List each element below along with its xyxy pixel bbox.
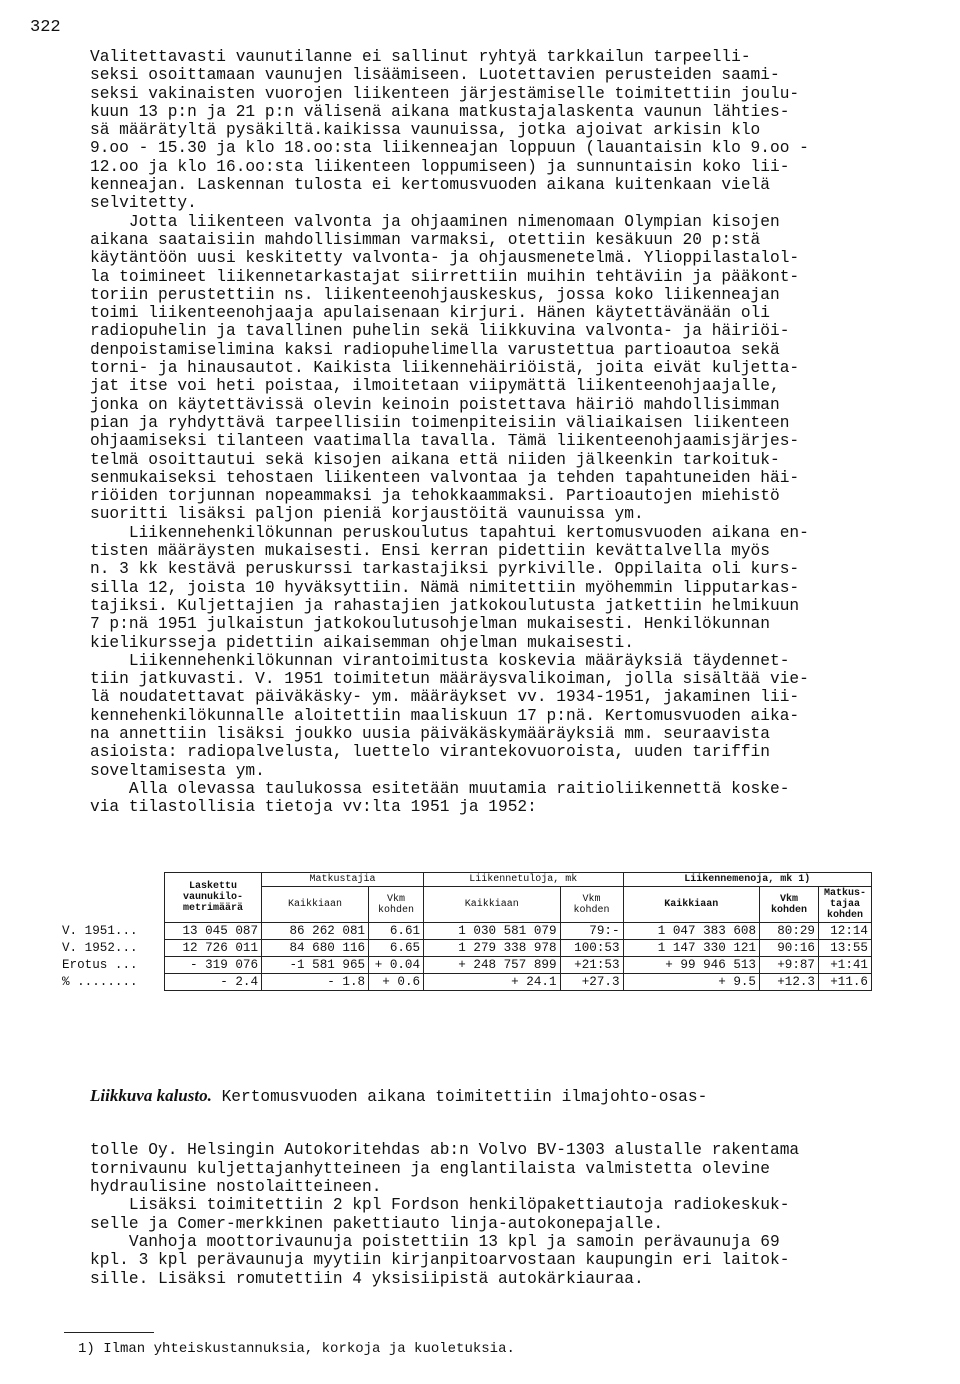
header-liikennetuloja: Liikennetuloja, mk <box>424 873 623 887</box>
text-line: Alla olevassa taulukossa esitetään muutamia raitioliikennettä koske- <box>90 779 790 798</box>
header-liikennemenoja: Liikennemenoja, mk 1) <box>623 873 871 887</box>
cell-matkustajia: -1 581 965 <box>262 957 369 974</box>
statistics-table <box>62 872 872 991</box>
text-line: kpl. 3 kpl perävaunuja myytiin kirjanpitoarvostaan kaupungin eri laitok- <box>90 1251 790 1270</box>
table-row <box>62 923 872 940</box>
cell-menot-matk: 13:55 <box>819 940 872 957</box>
footnote-rule <box>64 1332 154 1333</box>
cell-menot-vkm: +12.3 <box>760 974 819 991</box>
kalusto-caption: Liikkuva kalusto. <box>90 1085 212 1105</box>
subheader-tulot-vkm: Vkm kohden <box>560 887 623 923</box>
text-line: sä määrätyltä pysäkiltä.kaikissa vaunuissa, jotka ajoivat arkisin klo <box>90 121 761 140</box>
cell-tulot: 1 279 338 978 <box>424 940 560 957</box>
cell-tulot-vkm: 79:- <box>560 923 623 940</box>
text-line: 12.oo ja klo 16.oo:sta liikenteen loppumiseen) ja sunnuntaisin koko lii- <box>90 157 790 176</box>
cell-matkustajia: 86 262 081 <box>262 923 369 940</box>
row-label-header <box>62 873 165 923</box>
footnote: 1) Ilman yhteiskustannuksia, korkoja ja kuoletuksia. <box>78 1341 515 1357</box>
text-line: tisten määräysten mukaisesti. Ensi kerran pidettiin kevättalvella myös <box>90 542 770 561</box>
row-label: Erotus ... <box>62 957 165 974</box>
table-group-header-row <box>62 873 872 887</box>
cell-menot-vkm: 90:16 <box>760 940 819 957</box>
cell-matkustajia-vkm: + 0.04 <box>369 957 424 974</box>
text-line: selle ja Comer-merkkinen pakettiauto linja-autokonepajalle. <box>90 1214 664 1233</box>
kalusto-first-line-text: Kertomusvuoden aikana toimitettiin ilmajohto-osas- <box>211 1087 708 1106</box>
subheader-menot-vkm: Vkm kohden <box>760 887 819 923</box>
text-line: torni- ja hinausautot. Kaikista liikennehäiriöistä, joita eivät kuljetta- <box>90 359 800 378</box>
cell-menot-matk: 12:14 <box>819 923 872 940</box>
cell-menot-matk: +11.6 <box>819 974 872 991</box>
text-line: riöiden torjunnan nopeammaksi ja tehokkaammaksi. Partioautojen miehistö <box>90 487 780 506</box>
text-line: silla 12, joista 10 hyväksyttiin. Nämä nimitettiin myöhemmin lipputarkas- <box>90 578 800 597</box>
text-line: Vanhoja moottorivaunuja poistettiin 13 kpl ja samoin perävaunuja 69 <box>90 1232 780 1251</box>
header-matkustajia: Matkustajia <box>262 873 424 887</box>
text-line: na annettiin lisäksi joukko uusia päiväkäskymääräyksiä mm. seuraavista <box>90 724 770 743</box>
text-line: Jotta liikenteen valvonta ja ohjaaminen nimenomaan Olympian kisojen <box>90 212 780 231</box>
cell-matkustajia: 84 680 116 <box>262 940 369 957</box>
text-line: aikana saataisiin mahdollisimman varmaksi, otettiin kesäkuun 20 p:stä <box>90 230 761 249</box>
cell-menot: + 9.5 <box>623 974 759 991</box>
body-paragraphs <box>90 48 890 816</box>
text-line: denpoistamiselimina kaksi radiopuhelimella varustettua partioautoa sekä <box>90 340 780 359</box>
text-line: tiin jatkuvasti. V. 1951 toimitetun määräysvalikoiman, jolla sisältää vie- <box>90 670 809 689</box>
table-row <box>62 974 872 991</box>
cell-vkm: 13 045 087 <box>165 923 262 940</box>
page-number: 322 <box>30 18 61 37</box>
text-line: jonka on käytettävissä olevin keinoin poistettava häiriö mahdollisimman <box>90 395 780 414</box>
text-line: suoritti lisäksi paljon pieniä korjaustöitä vaunuissa ym. <box>90 505 644 524</box>
cell-menot-vkm: +9:87 <box>760 957 819 974</box>
cell-vkm: - 2.4 <box>165 974 262 991</box>
text-line: radiopuhelin ja tavallinen puhelin sekä liikkuvina valvonta- ja häiriöi- <box>90 322 790 341</box>
kalusto-first-line <box>90 1087 910 1105</box>
text-line: seksi osoittamaan vaunujen lisäämiseen. Luotettavien perusteiden saami- <box>90 66 780 85</box>
text-line: sille. Lisäksi romutettiin 4 yksisiipistä autokärkiauraa. <box>90 1269 644 1288</box>
text-line: kielikursseja pidettiin aikaisemman ohjelman mukaisesti. <box>90 633 634 652</box>
text-line: soveltamisesta ym. <box>90 761 265 780</box>
text-line: la toimineet liikennetarkastajat siirrettiin muihin tehtäviin ja pääkont- <box>90 267 800 286</box>
table-row <box>62 940 872 957</box>
text-line: selvitetty. <box>90 194 197 213</box>
kalusto-section <box>90 1050 910 1306</box>
text-line: pian ja ryhdyttävä tarpeellisiin toimenpiteisiin väliaikaisen liikenteen <box>90 413 790 432</box>
text-line: tolle Oy. Helsingin Autokoritehdas ab:n Volvo BV-1303 alustalle rakentama <box>90 1141 800 1160</box>
row-label: V. 1952... <box>62 940 165 957</box>
text-line: kuun 13 p:n ja 21 p:n välisenä aikana matkustajalaskenta vaunun lähties- <box>90 102 790 121</box>
cell-tulot-vkm: +21:53 <box>560 957 623 974</box>
subheader-matk-kaikkiaan: Kaikkiaan <box>262 887 369 923</box>
header-laskettu: Laskettu vaunukilo-metrimäärä <box>165 873 262 923</box>
text-line: käytäntöön uusi keskitetty valvonta- ja ohjausmenetelmä. Ylioppilastalol- <box>90 249 800 268</box>
cell-menot: 1 147 330 121 <box>623 940 759 957</box>
text-line: senmukaiseksi tehostaen liikenteen valvontaa ja tehden tapahtuneiden häi- <box>90 468 800 487</box>
text-line: telmä osoittautui sekä kisojen aikana että niiden jälkeenkin tarkoituk- <box>90 450 780 469</box>
cell-menot-matk: +1:41 <box>819 957 872 974</box>
cell-vkm: - 319 076 <box>165 957 262 974</box>
subheader-matk-vkm: Vkm kohden <box>369 887 424 923</box>
text-line: jat itse voi heti poistaa, ilmoitetaan viipymättä liikenteenohjaajalle, <box>90 377 780 396</box>
cell-tulot: + 24.1 <box>424 974 560 991</box>
cell-tulot-vkm: 100:53 <box>560 940 623 957</box>
text-line: Valitettavasti vaunutilanne ei sallinut ryhtyä tarkkailun tarpeelli- <box>90 48 751 66</box>
text-line: seksi vakinaisten vuorojen liikenteen järjestämiselle toimitettiin joulu- <box>90 84 800 103</box>
subheader-menot-matk: Matkus-tajaa kohden <box>819 887 872 923</box>
text-line: tornivaunu kuljettajanhytteineen ja englantilaista valmistetta olevine <box>90 1159 770 1178</box>
text-line: lä noudatettavat päiväkäsky- ym. määräykset vv. 1934-1951, jakaminen lii- <box>90 688 800 707</box>
row-label: % ........ <box>62 974 165 991</box>
cell-matkustajia-vkm: + 0.6 <box>369 974 424 991</box>
text-line: Liikennehenkilökunnan virantoimitusta koskevia määräyksiä täydennet- <box>90 651 790 670</box>
text-line: kenneajan. Laskennan tulosta ei kertomusvuoden aikana kuitenkaan vielä <box>90 176 770 195</box>
text-line: Liikennehenkilökunnan peruskoulutus tapahtui kertomusvuoden aikana en- <box>90 523 809 542</box>
text-line: hydraulisine nostolaitteineen. <box>90 1178 382 1197</box>
table-row <box>62 957 872 974</box>
text-line: n. 3 kk kestävä peruskurssi tarkastajiksi pyrkiville. Oppilaita oli kurs- <box>90 560 800 579</box>
row-label: V. 1951... <box>62 923 165 940</box>
text-line: Lisäksi toimitettiin 2 kpl Fordson henkilöpakettiautoja radiokeskuk- <box>90 1196 790 1215</box>
text-line: via tilastollisia tietoja vv:lta 1951 ja 1952: <box>90 798 537 817</box>
text-line: kennehenkilökunnalle aloitettiin maaliskuun 17 p:nä. Kertomusvuoden aika- <box>90 706 800 725</box>
cell-tulot: 1 030 581 079 <box>424 923 560 940</box>
cell-matkustajia: - 1.8 <box>262 974 369 991</box>
subheader-tulot-kaikkiaan: Kaikkiaan <box>424 887 560 923</box>
text-line: toriin perustettiin ns. liikenteenohjauskeskus, jossa koko liikenneajan <box>90 285 780 304</box>
subheader-menot-kaikkiaan: Kaikkiaan <box>623 887 759 923</box>
kalusto-lines <box>90 1141 910 1287</box>
text-line: ohjaamiseksi tilanteen vaatimalla tavalla. Tämä liikenteenohjaamisjärjes- <box>90 432 800 451</box>
cell-menot-vkm: 80:29 <box>760 923 819 940</box>
cell-menot: 1 047 383 608 <box>623 923 759 940</box>
cell-menot: + 99 946 513 <box>623 957 759 974</box>
cell-vkm: 12 726 011 <box>165 940 262 957</box>
text-line: 7 p:nä 1951 julkaistun jatkokoulutusohjelman mukaisesti. Henkilökunnan <box>90 615 770 634</box>
text-line: toimi liikenteenohjaaja apulaisenaan kirjuri. Hänen käytettävänään oli <box>90 304 770 323</box>
table-body <box>62 923 872 991</box>
cell-matkustajia-vkm: 6.61 <box>369 923 424 940</box>
text-line: asioista: radiopalvelusta, luettelo virantekovuoroista, uuden tariffin <box>90 743 770 762</box>
cell-matkustajia-vkm: 6.65 <box>369 940 424 957</box>
cell-tulot-vkm: +27.3 <box>560 974 623 991</box>
cell-tulot: + 248 757 899 <box>424 957 560 974</box>
text-line: tajiksi. Kuljettajien ja rahastajien jatkokoulutusta jatkettiin helmikuun <box>90 596 800 615</box>
text-line: 9.oo - 15.30 ja klo 18.oo:sta liikenneajan loppuun (lauantaisin klo 9.oo - <box>90 139 809 158</box>
